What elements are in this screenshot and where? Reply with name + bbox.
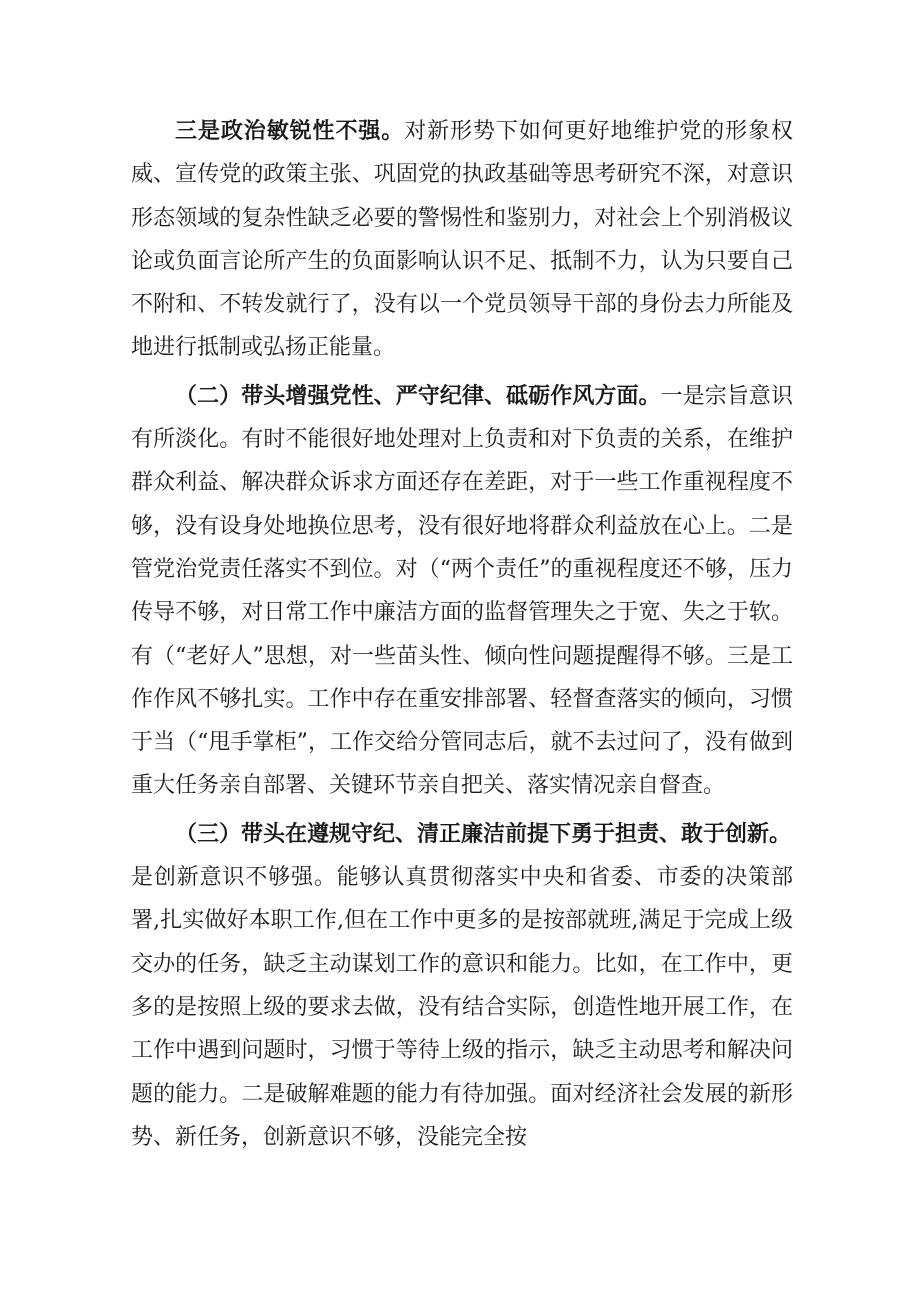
- section-heading-three: （三）带头在遵规守纪、清正廉洁前提下勇于担责、敢于创新。: [175, 820, 792, 847]
- paragraph-text: 一是宗旨意识有所淡化。有时不能很好地处理对上负责和对下负责的关系，在维护群众利益、解决群众诉求方面还存在差距，对于一些工作重视程度不够，没有设身处地换位思考，没有很好地将群众利益放在心上。二是管党治党责任落实不到位。对（“两个责任”的重视程度还不够，压力传导不够，对日常工作中廉洁方面的监督管理失之于宽、失之于软。有（“老好人”思想，对一些苗头性、倾向性问题提醒得不够。三是工作作风不够扎实。工作中存在重安排部署、轻督查落实的倾向，习惯于当（“甩手掌柜”，工作交给分管同志后，就不去过问了，没有做到重大任务亲自部署、关键环节亲自把关、落实情况亲自督查。: [131, 383, 793, 799]
- section-heading-two: （二）带头增强党性、严守纪律、砥砺作风方面。: [175, 382, 661, 409]
- paragraph-section-three-heading: [131, 813, 793, 856]
- paragraph-text: 是创新意识不够强。能够认真贯彻落实中央和省委、市委的决策部署,扎实做好本职工作,但在工作中更多的是按部就班,满足于完成上级交办的任务，缺乏主动谋划工作的意识和能力。比如，在工作中，更多的是按照上级的要求去做，没有结合实际，创造性地开展工作，在工作中遇到问题时，习惯于等待上级的指示，缺乏主动思考和解决问题的能力。二是破解难题的能力有待加强。面对经济社会发展的新形势、新任务，创新意识不够，没能完全按: [131, 865, 793, 1150]
- paragraph-innovation: [131, 856, 793, 1159]
- paragraph-text: 对新形势下如何更好地维护党的形象权威、宣传党的政策主张、巩固党的执政基础等思考研究不深，对意识形态领域的复杂性缺乏必要的警惕性和鉴别力，对社会上个别消极议论或负面言论所产生的负面影响认识不足、抵制不力，认为只要自己不附和、不转发就行了，没有以一个党员领导干部的身份去力所能及地进行抵制或弘扬正能量。: [131, 119, 793, 361]
- document-body: [131, 110, 793, 1164]
- paragraph-lead-heading: 三是政治敏锐性不强。: [175, 118, 405, 144]
- paragraph-section-two: [131, 375, 793, 808]
- paragraph-political-sensitivity: [131, 110, 793, 370]
